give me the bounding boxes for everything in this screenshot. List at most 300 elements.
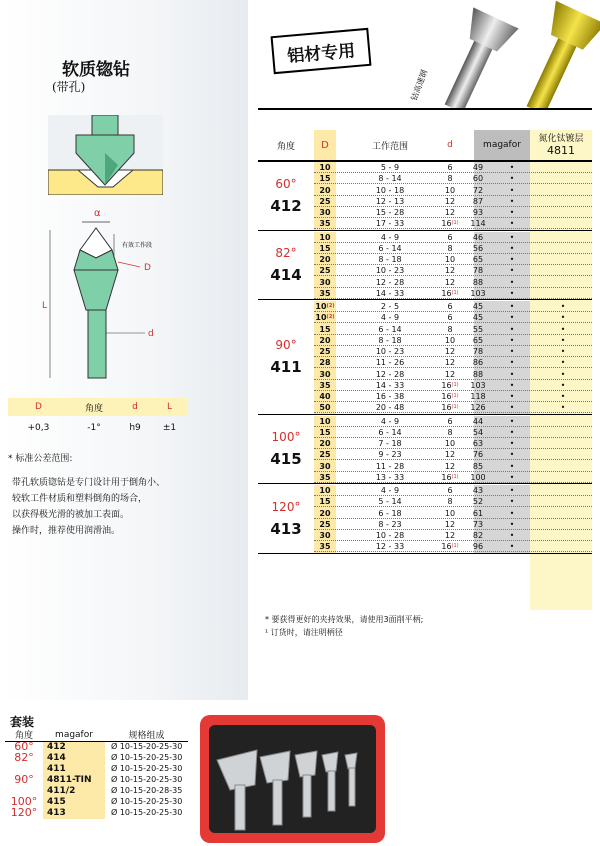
D-superscript: (2): [326, 303, 335, 309]
cell-magafor: [492, 346, 532, 357]
cell-magafor-value: •: [509, 163, 515, 172]
cell-D-value: 30: [319, 531, 331, 540]
cell-L-value: 86: [472, 358, 484, 368]
cell-L: [464, 218, 492, 229]
cell-D-value: 20: [319, 185, 331, 195]
cell-magafor-value: •: [509, 208, 515, 217]
cell-d: [436, 218, 464, 229]
spec-value: +0,3: [27, 423, 50, 433]
cell-L: [464, 380, 492, 391]
cell-coating-value: •: [560, 347, 566, 356]
cell-L: [464, 346, 492, 357]
cell-d-value: 10: [444, 185, 456, 195]
cell-L: [464, 265, 492, 276]
cell-D-value: 10: [319, 486, 331, 495]
cell-magafor-value: •: [509, 416, 515, 426]
cell-d: [436, 369, 464, 380]
table-row: [314, 391, 592, 402]
cell-magafor: [492, 519, 532, 530]
cell-range: [344, 254, 436, 265]
cell-L-value: 88: [472, 277, 484, 287]
cell-D: [314, 218, 336, 229]
cell-L: [464, 301, 492, 312]
cell-magafor: [492, 162, 532, 173]
cell-magafor-value: •: [509, 358, 515, 368]
table-row: [314, 357, 592, 368]
set-angle: 100°: [10, 795, 38, 808]
product-title: 软质锪钻: [62, 60, 130, 80]
group-code: 414: [270, 266, 302, 285]
table-row: [314, 265, 592, 276]
set-code: 411/2: [43, 786, 105, 797]
set-code: 413: [43, 808, 105, 819]
cell-D: [314, 346, 336, 357]
table-row: [314, 277, 592, 288]
description-line: 带孔软质锪钻是专门设计用于倒角小、: [12, 478, 166, 488]
cell-D: [314, 416, 336, 427]
cell-magafor-value: •: [509, 497, 515, 507]
cell-coating: [534, 301, 592, 312]
cell-d-value: 16: [441, 542, 452, 552]
cell-D-value: 10: [319, 416, 331, 426]
cell-magafor-value: •: [509, 313, 515, 323]
cell-range-value: 5 - 14: [378, 497, 402, 507]
set-header: 规格组成: [105, 728, 188, 742]
cell-magafor-value: •: [509, 196, 515, 206]
cell-D-value: 10: [315, 302, 327, 311]
cell-L-value: 43: [472, 486, 484, 495]
cell-d: [436, 346, 464, 357]
spec-header: L: [151, 398, 188, 416]
cell-D: [314, 277, 336, 288]
cell-d-value: 6: [447, 232, 453, 242]
cell-L-value: 55: [472, 324, 484, 334]
cell-magafor-value: •: [509, 427, 515, 437]
spec-value: -1°: [87, 423, 101, 433]
group-divider: [258, 553, 592, 554]
cell-range-value: 2 - 5: [380, 302, 400, 311]
cell-L: [464, 485, 492, 496]
product-description: [12, 475, 242, 539]
cell-d: [436, 173, 464, 184]
cell-L: [464, 416, 492, 427]
cell-d-value: 16: [441, 472, 452, 482]
cell-magafor-value: •: [509, 232, 515, 242]
cell-d: [436, 508, 464, 519]
cell-d: [436, 461, 464, 472]
cell-L-value: 114: [470, 219, 486, 229]
cell-magafor: [492, 357, 532, 368]
table-row: [314, 416, 592, 427]
cell-range: [344, 472, 436, 483]
description-line: 较软工件材质和塑料倒角的场合，: [12, 494, 148, 504]
cell-d: [436, 357, 464, 368]
cell-range-value: 7 - 18: [378, 439, 402, 448]
cell-magafor-value: •: [509, 508, 515, 518]
cell-range-value: 12 - 28: [375, 369, 405, 379]
set-row: [5, 775, 188, 786]
cell-d: [436, 519, 464, 530]
table-row: [314, 207, 592, 218]
cell-d-value: 12: [444, 369, 456, 379]
header-D: D: [314, 130, 336, 160]
cell-D-value: 10: [319, 163, 331, 172]
cell-D-value: 15: [319, 427, 331, 437]
cell-magafor: [492, 427, 532, 438]
cell-D: [314, 232, 336, 243]
cell-magafor-value: •: [509, 302, 515, 311]
header-coating-line1: 氮化钛镀层: [538, 134, 584, 144]
cell-d: [436, 496, 464, 507]
cell-d-value: 12: [444, 461, 456, 471]
set-spec: Ø 10-15-20-25-30: [111, 797, 183, 806]
cell-coating-value: •: [560, 380, 566, 390]
cell-range: [344, 324, 436, 335]
cell-D: [314, 162, 336, 173]
cell-D: [314, 357, 336, 368]
table-row: [314, 449, 592, 460]
cell-d: [436, 312, 464, 323]
cell-magafor-value: •: [509, 288, 515, 298]
header-coating-line2: 4811: [547, 144, 575, 157]
cell-range: [344, 243, 436, 254]
cell-d-value: 8: [447, 174, 453, 184]
cell-L: [464, 391, 492, 402]
cell-magafor: [492, 472, 532, 483]
spec-value: h9: [129, 423, 141, 433]
cell-range: [344, 530, 436, 541]
cell-d: [436, 232, 464, 243]
cell-d: [436, 391, 464, 402]
cell-D-value: 20: [319, 508, 331, 518]
cell-d: [436, 324, 464, 335]
cell-range: [344, 277, 436, 288]
cell-magafor-value: •: [509, 392, 515, 401]
cell-L: [464, 243, 492, 254]
cell-magafor-value: •: [509, 174, 515, 184]
cell-D-value: 35: [319, 219, 331, 229]
cell-magafor-value: •: [509, 324, 515, 334]
cell-range: [344, 312, 436, 323]
cell-magafor: [492, 485, 532, 496]
cell-d-value: 10: [444, 508, 456, 518]
cell-range: [344, 438, 436, 449]
cell-L: [464, 541, 492, 552]
cell-D-value: 35: [319, 380, 331, 390]
cell-L-value: 87: [472, 196, 484, 206]
cell-coating: [534, 357, 592, 368]
cell-L: [464, 519, 492, 530]
cell-range: [344, 162, 436, 173]
cell-D-value: 20: [319, 335, 331, 345]
cell-coating: [534, 369, 592, 380]
cell-range-value: 12 - 33: [375, 542, 405, 552]
table-row: [314, 530, 592, 541]
set-code: 4811-TIN: [43, 775, 105, 786]
set-spec: Ø 10-15-20-25-30: [111, 753, 183, 762]
spec-header: d: [119, 398, 151, 416]
cell-D: [314, 312, 336, 323]
cell-range-value: 5 - 9: [380, 163, 400, 172]
cell-range-value: 10 - 28: [375, 531, 405, 540]
cell-D-value: 30: [319, 277, 331, 287]
shank-superscript: (1): [451, 289, 459, 296]
table-row: [314, 472, 592, 483]
table-row: [314, 173, 592, 184]
cell-magafor: [492, 380, 532, 391]
cell-d-value: 12: [444, 277, 456, 287]
cell-L-value: 49: [472, 163, 484, 172]
shank-superscript: (1): [451, 393, 459, 399]
cell-D-value: 15: [319, 243, 331, 253]
cell-L: [464, 335, 492, 346]
cell-L: [464, 324, 492, 335]
table-row: [314, 288, 592, 299]
cell-magafor-value: •: [509, 185, 515, 195]
cell-coating-value: •: [560, 302, 566, 311]
cell-magafor-value: •: [509, 369, 515, 379]
cell-magafor-value: •: [509, 243, 515, 253]
cell-D: [314, 530, 336, 541]
set-angle: 90°: [14, 773, 34, 786]
cell-L-value: 60: [472, 174, 484, 184]
cell-d-value: 12: [444, 519, 456, 529]
set-code: 414: [43, 753, 105, 764]
cell-d-value: 10: [444, 335, 456, 345]
shank-superscript: (1): [451, 543, 459, 550]
description-line: 以获得极光滑的被加工表面。: [12, 510, 130, 520]
cell-range-value: 15 - 28: [375, 208, 405, 217]
cell-d: [436, 541, 464, 552]
set-title: 套装: [10, 715, 35, 729]
cell-L: [464, 530, 492, 541]
cell-d: [436, 449, 464, 460]
set-row: [5, 808, 188, 819]
cell-D-value: 15: [319, 324, 331, 334]
cell-D: [314, 324, 336, 335]
set-spec: Ø 10-15-20-25-30: [111, 764, 183, 773]
cell-d-value: 8: [447, 324, 453, 334]
cell-range: [344, 218, 436, 229]
cell-L: [464, 449, 492, 460]
cell-L: [464, 427, 492, 438]
cell-coating-value: •: [560, 313, 566, 323]
set-spec: Ø 10-15-20-25-30: [111, 742, 183, 752]
cell-magafor-value: •: [509, 439, 515, 448]
tools-photo: [395, 0, 600, 108]
cell-range: [344, 357, 436, 368]
cell-range: [344, 185, 436, 196]
cell-coating: [534, 402, 592, 413]
cell-L-value: 96: [472, 542, 484, 552]
cell-magafor-value: •: [509, 347, 515, 356]
cell-D-value: 20: [319, 255, 331, 264]
cell-range-value: 10 - 18: [375, 185, 405, 195]
description-line: 操作时，推荐使用润滑油。: [12, 526, 121, 536]
cell-D-value: 25: [319, 196, 331, 206]
cell-range-value: 9 - 23: [378, 450, 402, 460]
cell-d: [436, 530, 464, 541]
cell-D-value: 15: [319, 497, 331, 507]
shank-superscript: (1): [451, 473, 459, 480]
cell-magafor: [492, 335, 532, 346]
cell-magafor-value: •: [509, 380, 515, 390]
group-divider: [258, 230, 592, 231]
L-dim-label: L: [42, 301, 48, 311]
cell-d: [436, 380, 464, 391]
cell-magafor: [492, 369, 532, 380]
cell-L-value: 100: [470, 472, 486, 482]
cell-magafor: [492, 496, 532, 507]
cell-L: [464, 185, 492, 196]
cell-d-value: 6: [447, 416, 453, 426]
table-group: [258, 162, 592, 230]
spec-header: D: [8, 398, 69, 416]
cell-range: [344, 346, 436, 357]
cell-magafor: [492, 207, 532, 218]
cell-L: [464, 402, 492, 413]
cell-D: [314, 369, 336, 380]
cell-range-value: 4 - 9: [380, 232, 400, 242]
cell-D-value: 50: [319, 403, 331, 413]
cell-D-value: 25: [319, 450, 331, 460]
tolerance-note: * 标准公差范围:: [8, 454, 73, 464]
cell-D-value: 10: [319, 232, 331, 242]
cell-coating: [534, 312, 592, 323]
cell-magafor: [492, 173, 532, 184]
set-code: 411: [43, 764, 105, 775]
set-angle: 120°: [10, 806, 38, 819]
cell-L-value: 54: [472, 427, 484, 437]
cell-range-value: 14 - 33: [375, 288, 405, 298]
shank-superscript: (1): [451, 381, 459, 388]
table-row: [314, 541, 592, 552]
cell-d-value: 12: [444, 358, 456, 368]
cell-L-value: 76: [472, 450, 484, 460]
cell-L: [464, 207, 492, 218]
cell-range-value: 6 - 14: [378, 324, 402, 334]
cell-L-value: 78: [472, 347, 484, 356]
table-group: [258, 232, 592, 300]
cell-d: [436, 438, 464, 449]
cell-L-value: 46: [472, 232, 484, 242]
cell-d-value: 10: [444, 255, 456, 264]
cell-D: [314, 185, 336, 196]
table-row: [314, 162, 592, 173]
cell-range: [344, 173, 436, 184]
group-divider: [258, 414, 592, 415]
cell-L-value: 78: [472, 266, 484, 276]
cell-d-value: 12: [444, 531, 456, 540]
group-divider: [258, 299, 592, 300]
cell-magafor: [492, 402, 532, 413]
cell-d: [436, 207, 464, 218]
set-header: magafor: [43, 728, 105, 742]
cell-L-value: 45: [472, 313, 484, 323]
cell-d-value: 12: [444, 450, 456, 460]
cell-D-value: 15: [319, 174, 331, 184]
cell-L-value: 72: [472, 185, 484, 195]
cell-range: [344, 335, 436, 346]
cell-magafor-value: •: [509, 335, 515, 345]
set-angle: 60°: [14, 740, 34, 754]
cell-d: [436, 301, 464, 312]
cell-d-value: 6: [447, 302, 453, 311]
cell-coating-value: •: [560, 335, 566, 345]
table-row: [314, 402, 592, 413]
cell-range-value: 16 - 38: [375, 392, 405, 401]
cell-L: [464, 508, 492, 519]
cell-magafor: [492, 288, 532, 299]
group-angle: 120°: [271, 499, 301, 514]
table-row: [314, 185, 592, 196]
set-header: 角度: [5, 728, 43, 742]
cell-L-value: 126: [470, 403, 486, 413]
tolerance-table: [8, 398, 188, 440]
cell-magafor-value: •: [509, 450, 515, 460]
cell-coating: [534, 335, 592, 346]
header-magafor: magafor: [474, 130, 530, 160]
cell-range: [344, 301, 436, 312]
alpha-label: α: [94, 208, 101, 219]
table-row: [314, 335, 592, 346]
cell-D: [314, 265, 336, 276]
cell-magafor: [492, 277, 532, 288]
group-angle: 90°: [275, 338, 297, 353]
cell-magafor: [492, 391, 532, 402]
set-code: 415: [43, 797, 105, 808]
cell-d: [436, 185, 464, 196]
cell-D-value: 30: [319, 461, 331, 471]
group-label: [258, 485, 314, 553]
cell-D: [314, 508, 336, 519]
cell-d: [436, 277, 464, 288]
cell-magafor: [492, 508, 532, 519]
cell-magafor: [492, 218, 532, 229]
header-range: 工作范围: [371, 141, 408, 152]
cell-range-value: 10 - 23: [375, 266, 405, 276]
cell-magafor: [492, 312, 532, 323]
cell-L-value: 65: [472, 255, 484, 264]
cell-L-value: 93: [472, 208, 484, 217]
cell-L: [464, 232, 492, 243]
set-angle: 82°: [14, 751, 34, 764]
cell-range: [344, 508, 436, 519]
cell-range: [344, 416, 436, 427]
cell-coating-value: •: [560, 403, 566, 413]
cell-d-value: 6: [447, 313, 453, 323]
cell-D-value: 25: [319, 347, 331, 356]
D-superscript: (2): [326, 314, 335, 321]
cell-coating: [534, 391, 592, 402]
cell-range-value: 4 - 9: [380, 416, 400, 426]
cell-d-value: 12: [444, 208, 456, 217]
set-row: [5, 753, 188, 764]
table-row: [314, 254, 592, 265]
cell-d: [436, 485, 464, 496]
cell-range-value: 11 - 26: [375, 358, 405, 368]
cell-L: [464, 173, 492, 184]
group-divider: [258, 483, 592, 484]
cell-D: [314, 173, 336, 184]
cell-magafor: [492, 196, 532, 207]
cell-range: [344, 369, 436, 380]
cell-d-value: 16: [441, 403, 452, 413]
cell-range-value: 6 - 14: [378, 243, 402, 253]
cell-magafor: [492, 185, 532, 196]
table-row: [314, 301, 592, 312]
cell-range: [344, 541, 436, 552]
